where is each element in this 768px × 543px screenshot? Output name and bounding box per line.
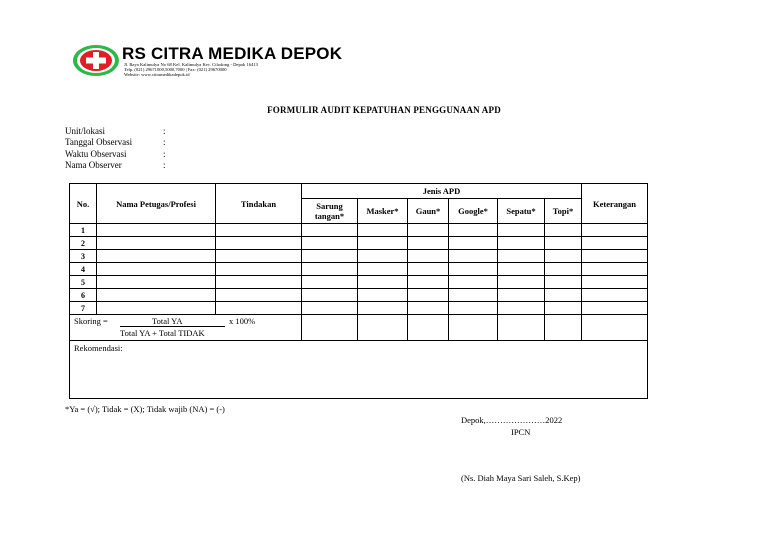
header-google: Google* [449, 199, 498, 224]
hospital-address-line: Jl. Raya Kalimulya No 68 Kel. Kalimulya Kec. Cilodong - Depok 16413 [124, 62, 258, 67]
table-row [70, 263, 648, 276]
skor-sarung-tangan[interactable] [302, 315, 358, 341]
cell-nama[interactable] [97, 224, 216, 237]
cell-nama[interactable] [97, 250, 216, 263]
cell-google[interactable] [449, 276, 498, 289]
skor-masker[interactable] [358, 315, 408, 341]
cell-nama[interactable] [97, 237, 216, 250]
cell-keterangan[interactable] [582, 302, 648, 315]
cell-tindakan[interactable] [216, 302, 302, 315]
cell-topi[interactable] [545, 276, 582, 289]
hospital-phone-line: Telp. (021) 29671000,5000,7000 | Fax: (021) 29670000 [124, 67, 227, 72]
header-jenis-apd: Jenis APD [302, 184, 582, 199]
cell-topi[interactable] [545, 250, 582, 263]
rekomendasi-label: Rekomendasi: [74, 343, 123, 353]
header-topi: Topi* [545, 199, 582, 224]
cell-topi[interactable] [545, 263, 582, 276]
cell-masker[interactable] [358, 224, 408, 237]
cell-sepatu[interactable] [498, 302, 545, 315]
hospital-website-line: Website: www.citramedikadepok.id [124, 72, 190, 77]
cell-topi[interactable] [545, 237, 582, 250]
cell-masker[interactable] [358, 237, 408, 250]
cell-tindakan[interactable] [216, 224, 302, 237]
cell-sarung-tangan[interactable] [302, 224, 358, 237]
cell-sarung-tangan[interactable] [302, 237, 358, 250]
table-row [70, 250, 648, 263]
cell-masker[interactable] [358, 263, 408, 276]
cell-tindakan[interactable] [216, 263, 302, 276]
row-number: 7 [70, 302, 97, 315]
skor-google[interactable] [449, 315, 498, 341]
hospital-logo-icon [72, 44, 120, 77]
cell-gaun[interactable] [408, 237, 449, 250]
field-colon: : [163, 137, 166, 147]
row-number: 3 [70, 250, 97, 263]
cell-tindakan[interactable] [216, 276, 302, 289]
row-number: 2 [70, 237, 97, 250]
cell-sarung-tangan[interactable] [302, 302, 358, 315]
cell-google[interactable] [449, 224, 498, 237]
cell-gaun[interactable] [408, 224, 449, 237]
form-title: FORMULIR AUDIT KEPATUHAN PENGGUNAAN APD [267, 105, 501, 115]
row-number: 1 [70, 224, 97, 237]
row-number: 6 [70, 289, 97, 302]
cell-sepatu[interactable] [498, 250, 545, 263]
hospital-name: RS CITRA MEDIKA DEPOK [122, 44, 343, 63]
cell-gaun[interactable] [408, 263, 449, 276]
skoring-denominator: Total YA + Total TIDAK [120, 328, 205, 338]
cell-keterangan[interactable] [582, 250, 648, 263]
cell-nama[interactable] [97, 289, 216, 302]
field-tanggal-observasi-label: Tanggal Observasi [65, 137, 133, 147]
table-row [70, 289, 648, 302]
cell-gaun[interactable] [408, 302, 449, 315]
row-number: 4 [70, 263, 97, 276]
rekomendasi-row [70, 341, 648, 399]
skor-topi[interactable] [545, 315, 582, 341]
header-masker: Masker* [358, 199, 408, 224]
cell-gaun[interactable] [408, 250, 449, 263]
header-sarung-tangan: Sarung tangan* [302, 199, 358, 224]
cell-sepatu[interactable] [498, 237, 545, 250]
cell-google[interactable] [449, 289, 498, 302]
field-colon: : [163, 126, 166, 136]
skoring-numerator: Total YA [152, 316, 183, 326]
cell-topi[interactable] [545, 224, 582, 237]
cell-sepatu[interactable] [498, 289, 545, 302]
skor-sepatu[interactable] [498, 315, 545, 341]
skoring-row [70, 315, 648, 341]
header-sepatu: Sepatu* [498, 199, 545, 224]
skoring-formula-cell [70, 315, 302, 341]
cell-google[interactable] [449, 263, 498, 276]
cell-sarung-tangan[interactable] [302, 289, 358, 302]
header-keterangan: Keterangan [582, 184, 648, 224]
header-nama-petugas: Nama Petugas/Profesi [97, 184, 216, 224]
rekomendasi-cell[interactable] [70, 341, 648, 399]
cell-google[interactable] [449, 250, 498, 263]
fraction-line [120, 326, 225, 327]
skoring-label: Skoring = [74, 316, 108, 326]
apd-audit-table [69, 183, 648, 399]
cell-tindakan[interactable] [216, 250, 302, 263]
cell-gaun[interactable] [408, 276, 449, 289]
cell-keterangan[interactable] [582, 224, 648, 237]
cell-masker[interactable] [358, 276, 408, 289]
signature-name: (Ns. Diah Maya Sari Saleh, S.Kep) [461, 473, 581, 483]
cell-topi[interactable] [545, 289, 582, 302]
header-gaun: Gaun* [408, 199, 449, 224]
cell-masker[interactable] [358, 302, 408, 315]
cell-masker[interactable] [358, 289, 408, 302]
cell-tindakan[interactable] [216, 289, 302, 302]
table-row [70, 224, 648, 237]
table-row [70, 276, 648, 289]
table-row [70, 237, 648, 250]
field-unit-lokasi-label: Unit/lokasi [65, 126, 105, 136]
cell-keterangan[interactable] [582, 237, 648, 250]
field-nama-observer-label: Nama Observer [65, 160, 122, 170]
cell-google[interactable] [449, 237, 498, 250]
cell-sepatu[interactable] [498, 276, 545, 289]
cell-sarung-tangan[interactable] [302, 250, 358, 263]
skor-gaun[interactable] [408, 315, 449, 341]
legend-note: *Ya = (√); Tidak = (X); Tidak wajib (NA) = (-) [65, 404, 225, 414]
cell-nama[interactable] [97, 302, 216, 315]
cell-keterangan[interactable] [582, 263, 648, 276]
header-tindakan: Tindakan [216, 184, 302, 224]
field-colon: : [163, 160, 166, 170]
cell-nama[interactable] [97, 276, 216, 289]
skoring-multiplier: x 100% [229, 316, 256, 326]
signature-place-date: Depok,…………………2022 [461, 415, 563, 425]
cell-topi[interactable] [545, 302, 582, 315]
cell-tindakan[interactable] [216, 237, 302, 250]
header-no: No. [70, 184, 97, 224]
cell-nama[interactable] [97, 263, 216, 276]
row-number: 5 [70, 276, 97, 289]
cell-sepatu[interactable] [498, 263, 545, 276]
signature-role: IPCN [511, 427, 531, 437]
cell-google[interactable] [449, 302, 498, 315]
skor-keterangan[interactable] [582, 315, 648, 341]
field-waktu-observasi-label: Waktu Observasi [65, 149, 127, 159]
field-colon: : [163, 149, 166, 159]
cell-keterangan[interactable] [582, 289, 648, 302]
table-row [70, 302, 648, 315]
cell-sarung-tangan[interactable] [302, 276, 358, 289]
cell-keterangan[interactable] [582, 276, 648, 289]
cell-gaun[interactable] [408, 289, 449, 302]
cell-sarung-tangan[interactable] [302, 263, 358, 276]
cell-masker[interactable] [358, 250, 408, 263]
cell-sepatu[interactable] [498, 224, 545, 237]
